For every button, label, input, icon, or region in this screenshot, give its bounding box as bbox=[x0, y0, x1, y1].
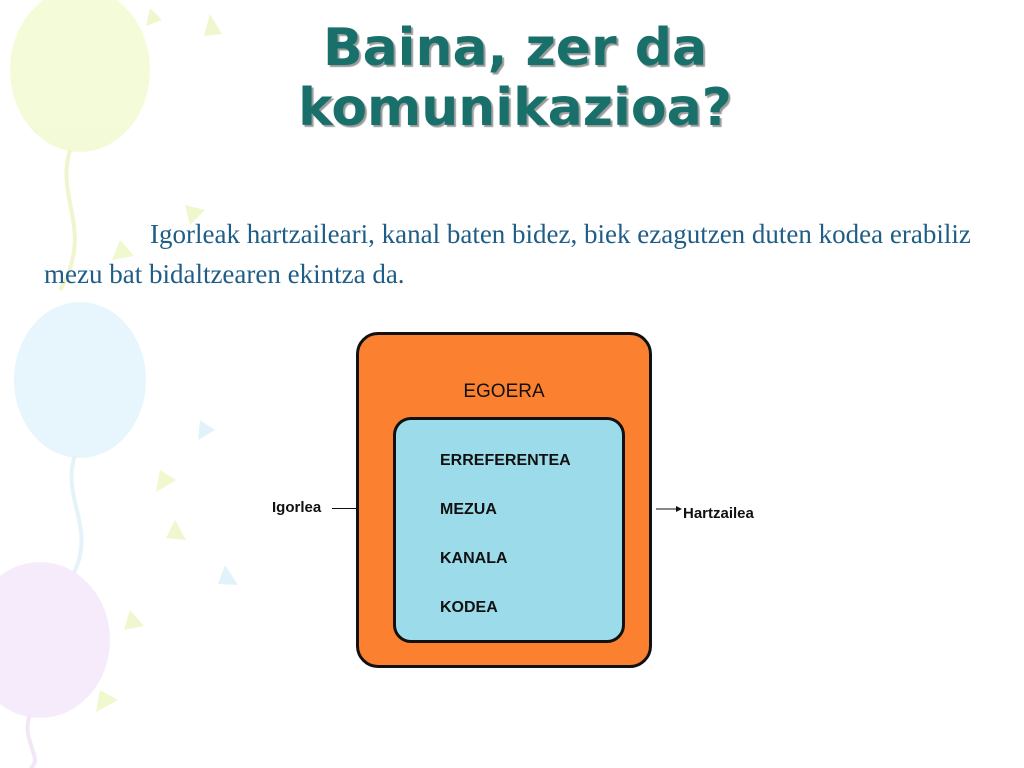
communication-diagram bbox=[260, 320, 800, 680]
message-item: MEZUA bbox=[440, 501, 497, 518]
balloon-purple-icon bbox=[0, 562, 110, 718]
situation-label: EGOERA bbox=[463, 381, 545, 402]
balloon-yellow-icon bbox=[10, 0, 150, 152]
message-elements-box bbox=[393, 417, 625, 643]
title-line-2: komunikazioa? bbox=[298, 78, 732, 138]
referent-item: ERREFERENTEA bbox=[440, 452, 571, 469]
receiver-label: Hartzailea bbox=[683, 505, 754, 522]
arrow-right-icon bbox=[656, 506, 682, 512]
code-item: KODEA bbox=[440, 599, 498, 616]
channel-item: KANALA bbox=[440, 550, 508, 567]
sender-connector-line bbox=[332, 508, 359, 509]
definition-text: Igorleak hartzaileari, kanal baten bidez, biek ezagutzen duten kodea erabiliz mezu bat bidaltzearen ekintza da. bbox=[44, 219, 971, 289]
page-title bbox=[190, 18, 840, 138]
title-line-1: Baina, zer da bbox=[322, 18, 708, 78]
sender-label: Igorlea bbox=[272, 499, 322, 516]
situation-box bbox=[356, 332, 652, 668]
balloon-blue-icon bbox=[14, 302, 146, 458]
definition-paragraph bbox=[44, 214, 994, 294]
